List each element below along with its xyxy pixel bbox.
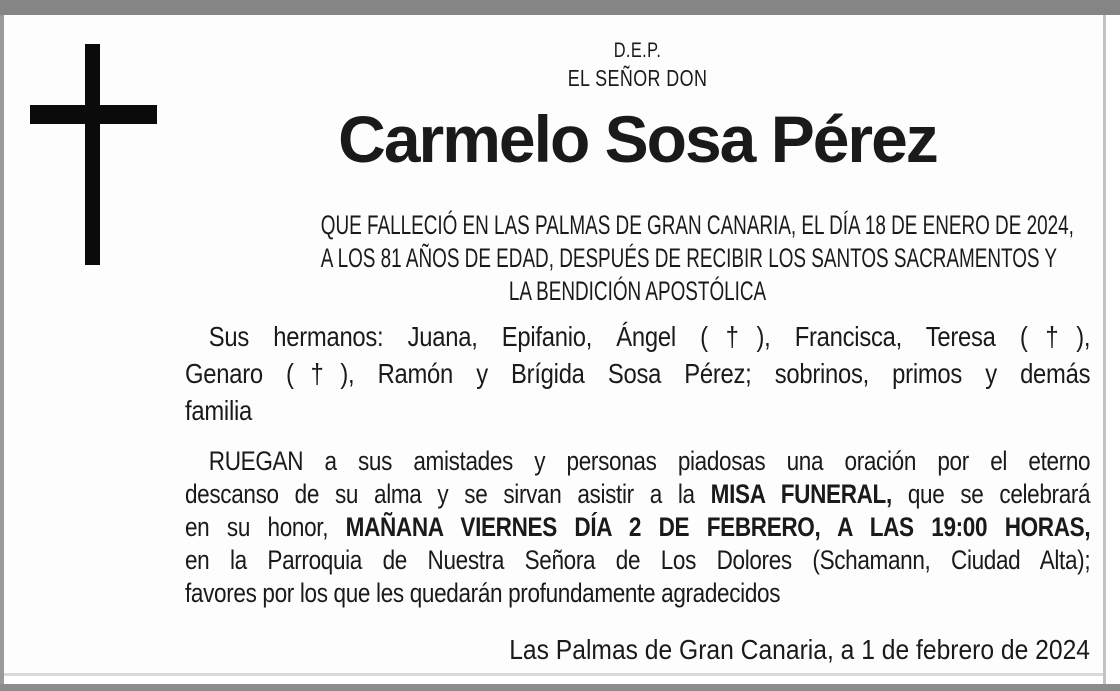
latin-cross-icon: [0, 0, 180, 290]
misa-funeral-emphasis: MISA FUNERAL,: [710, 479, 892, 509]
place-dateline: Las Palmas de Gran Canaria, a 1 de febrero de 2024: [509, 634, 1090, 665]
family-line: Sus hermanos: Juana, Epifanio, Ángel (†), Francisca, Teresa (†),: [208, 321, 1091, 352]
honorific-title: EL SEÑOR DON: [567, 65, 708, 91]
deceased-name: Carmelo Sosa Pérez: [338, 102, 937, 176]
death-statement-line: A LOS 81 AÑOS DE EDAD, DESPUÉS DE RECIBIR LOS SANTOS SACRAMENTOS Y: [320, 243, 1058, 273]
death-statement-line: QUE FALLECIÓ EN LAS PALMAS DE GRAN CANARIA, EL DÍA 18 DE ENERO DE 2024,: [320, 210, 1074, 240]
cross-horizontal-bar: [30, 105, 157, 124]
family-line: Genaro (†), Ramón y Brígida Sosa Pérez; sobrinos, primos y demás: [185, 358, 1091, 389]
request-text: en su honor,: [185, 512, 346, 542]
request-line: favores por los que les quedarán profundamente agradecidos: [185, 578, 781, 608]
request-line: en la Parroquia de Nuestra Señora de Los Dolores (Schamann, Ciudad Alta);: [185, 545, 1091, 575]
request-line: [185, 478, 1090, 511]
request-line: RUEGAN a sus amistades y personas piadosas una oración por el eterno: [208, 446, 1091, 476]
death-statement-line: LA BENDICIÓN APOSTÓLICA: [508, 276, 767, 306]
family-paragraph: [185, 318, 1090, 429]
request-text: descanso de su alma y se sirvan asistir a la: [185, 479, 711, 509]
request-line: [185, 511, 1090, 544]
cross-vertical-bar: [85, 44, 100, 265]
death-statement: [320, 209, 1074, 308]
frame-bottom: [0, 684, 1120, 691]
frame-inner-rule: [4, 673, 1103, 676]
funeral-datetime-emphasis: MAÑANA VIERNES DÍA 2 DE FEBRERO, A LAS 19:00 HORAS,: [345, 512, 1091, 542]
frame-right: [1103, 15, 1106, 684]
request-paragraph: [185, 445, 1090, 610]
request-text: que se celebrará: [891, 479, 1091, 509]
dep-abbreviation: D.E.P.: [613, 39, 662, 62]
family-line: familia: [185, 395, 252, 426]
